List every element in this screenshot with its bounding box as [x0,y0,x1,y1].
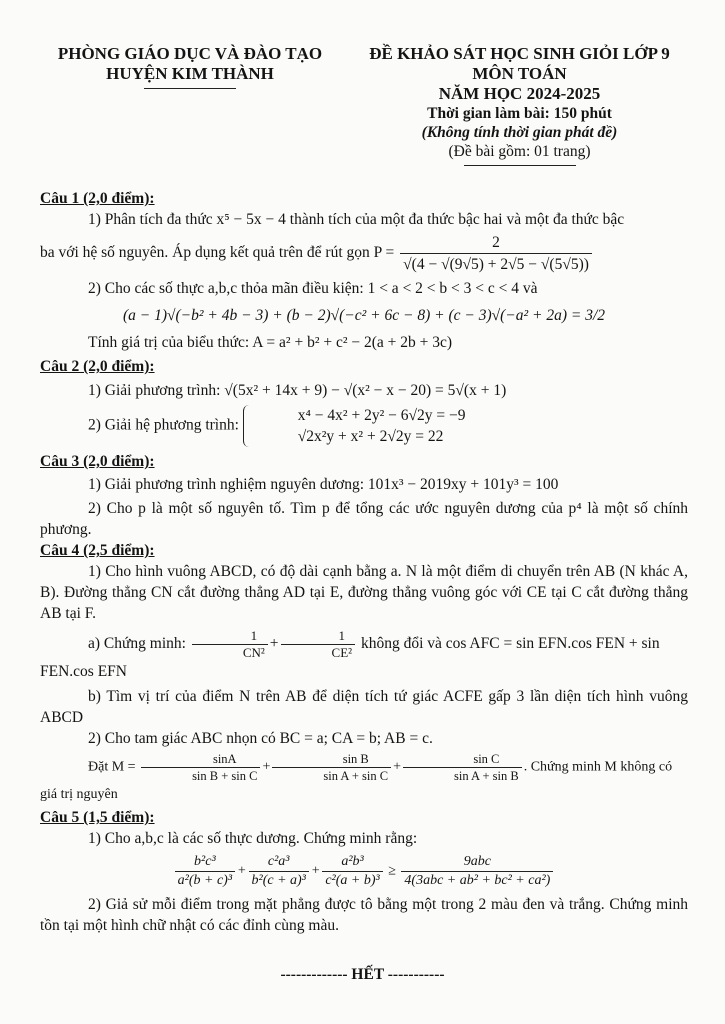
q5-rhs-num: 9abc [401,853,553,872]
q4-fraction-cn-den: CN² [242,645,265,660]
q5-term2 [249,853,309,890]
header-left-rule [144,88,236,89]
q1-fraction-p [400,232,592,275]
school-year: NĂM HỌC 2024-2025 [438,84,601,103]
q5-title: Câu 5 (1,5 điểm): [40,809,155,826]
q2-part2 [40,405,688,447]
q4-m-label: Đặt M = [88,759,136,775]
q5-rhs-den: 4(3abc + ab² + bc² + ca²) [404,873,551,888]
q5-term3 [322,853,382,890]
header-right-rule [464,165,576,166]
q3-part1-text: 1) Giải phương trình nghiệm nguyên dương: 101x³ − 2019xy + 101y³ = 100 [88,476,559,493]
q4-m-term2-den: sin A + sin C [323,769,389,783]
q5-inequality: $\frac{\text{b²c³}}{\text{a²(b + c)³}}$ + $\frac{\text{c²a³}}{\text{b²(c + a)³}}$ + $\frac{\text{a²b³}}{\text{c²(a + b)³}}$ ≥ $\frac{\text{9abc}}{\text{4(3abc + ab² + bc² + ca²)}}$ [40,853,688,890]
page-count: (Đề bài gồm: 01 trang) [448,143,591,160]
q2-system-eq1: x⁴ − 4x² + 2y² − 6√2y = −9 [297,407,466,424]
q1-part1-text: 1) Phân tích đa thức x⁵ − 5x − 4 thành tích của một đa thức bậc hai và một đa thức bậc [88,211,625,228]
q4-m-term3-den: sin A + sin B [454,769,519,783]
q1-part3-text: Tính giá trị của biểu thức: A = a² + b² + c² − 2(a + 2b + 3c) [88,334,453,351]
q2-part2-label: 2) Giải hệ phương trình: [88,416,239,434]
q5-part1-text: 1) Cho a,b,c là các số thực dương. Chứng minh rằng: [88,830,418,847]
q2-system-eq2: √2x²y + x² + 2√2y = 22 [297,428,444,445]
q4-part-a-label: a) Chứng minh: [88,635,186,653]
end-marker: ------------- HẾT ----------- [280,966,445,983]
q2-system [243,405,466,447]
q4-part2-text: 2) Cho tam giác ABC nhọn có BC = a; CA = b; AB = c. [88,730,433,747]
q4-m-term1-den: sin B + sin C [192,769,258,783]
department-name: PHÒNG GIÁO DỤC VÀ ĐÀO TẠO [57,44,323,63]
q5-term1-den: a²(b + c)³ [177,873,233,888]
q4-m-term2 [272,751,391,784]
q4-m-term2-num: sin B [272,751,391,768]
q1-title: Câu 1 (2,0 điểm): [40,190,155,207]
exam-title: ĐỀ KHẢO SÁT HỌC SINH GIỎI LỚP 9 [369,44,670,63]
q4-part-a-rest: không đổi và cos AFC = sin EFN.cos FEN + sin FEN.cos EFN [40,635,660,680]
q4-part1-text: 1) Cho hình vuông ABCD, có độ dài cạnh bằng a. N là một điểm di chuyển trên AB (N khác A, B). Đường thẳng CN cắt đường thẳng AD tại E, đường thẳng vuông góc với CE tại C cắt đường thẳng AB tại F. [40,563,688,622]
q5-term1 [175,853,235,890]
q2-part1-text: 1) Giải phương trình: √(5x² + 14x + 9) − √(x² − x − 20) = 5√(x + 1) [88,382,507,399]
q4-m-term1 [141,751,260,784]
q4-m-expression: Đặt M = $\frac{\sin A}{\text{sin B + sin C}}$ + $\frac{\text{sin B}}{\text{sin A + sin C}}$ + $\frac{\text{sin C}}{\text{sin A + sin B}}$ . Chứng minh M không có giá trị nguyên [40,752,673,802]
time-limit: Thời gian làm bài: 150 phút [427,105,612,122]
q5-term1-num: b²c³ [175,853,235,872]
q4-m-rest: . Chứng minh M không có giá trị nguyên [40,759,673,802]
q5-term3-num: a²b³ [322,853,382,872]
q1-part2-text: 2) Cho các số thực a,b,c thỏa mãn điều kiện: 1 < a < 2 < b < 3 < c < 4 và [88,280,538,297]
subject: MÔN TOÁN [472,64,567,83]
q1-fraction-numerator: 2 [400,232,592,254]
q3-part2-text: 2) Cho p là một số nguyên tố. Tìm p để tổng các ước nguyên dương của p⁴ là một số chính phương. [40,500,688,538]
header-left [45,44,335,89]
q4-fraction-ce-den: CE² [331,645,353,660]
q4-m-term3-num: sin C [403,751,522,768]
exam-body [40,188,688,936]
q3-title: Câu 3 (2,0 điểm): [40,453,155,470]
q4-m-term1-num: sinA [141,751,260,768]
q1-fraction-denominator: √(4 − √(9√5) + 2√5 − √(5√5)) [403,256,589,273]
q5-part2-text: 2) Giả sử mỗi điểm trong mặt phẳng được tô bằng một trong 2 màu đen và trắng. Chứng minh tồn tại một hình chữ nhật có các đỉnh cùng màu. [40,896,688,934]
time-note: (Không tính thời gian phát đề) [421,124,618,141]
header-right [352,44,687,166]
q4-part-a: a) Chứng minh: $\frac{1}{\text{CN²}}$ + $\frac{1}{\text{CE²}}$ không đổi và cos AFC = sin EFN.cos FEN + sin FEN.cos EFN [40,628,660,680]
q5-term3-den: c²(a + b)³ [325,873,380,888]
q4-m-term3 [403,751,522,784]
q1-part1-lead: ba với hệ số nguyên. Áp dụng kết quả trên để rút gọn P = [40,244,395,262]
q4-fraction-ce [281,628,356,661]
q4-fraction-ce-num: 1 [281,628,356,645]
q4-fraction-cn [192,628,268,661]
q5-term2-num: c²a³ [249,853,309,872]
q5-rhs [401,853,553,890]
q5-term2-den: b²(c + a)³ [251,873,306,888]
q1-equation: (a − 1)√(−b² + 4b − 3) + (b − 2)√(−c² + 6c − 8) + (c − 3)√(−a² + 2a) = 3/2 [122,307,606,324]
q4-title: Câu 4 (2,5 điểm): [40,542,155,559]
q4-fraction-cn-num: 1 [192,628,268,645]
q2-title: Câu 2 (2,0 điểm): [40,358,155,375]
q4-part-b-text: b) Tìm vị trí của điểm N trên AB để diện tích tứ giác ACFE gấp 3 lần diện tích hình vuông ABCD [40,688,688,726]
district-name: HUYỆN KIM THÀNH [106,64,274,83]
q1-part1-expression [40,232,688,275]
